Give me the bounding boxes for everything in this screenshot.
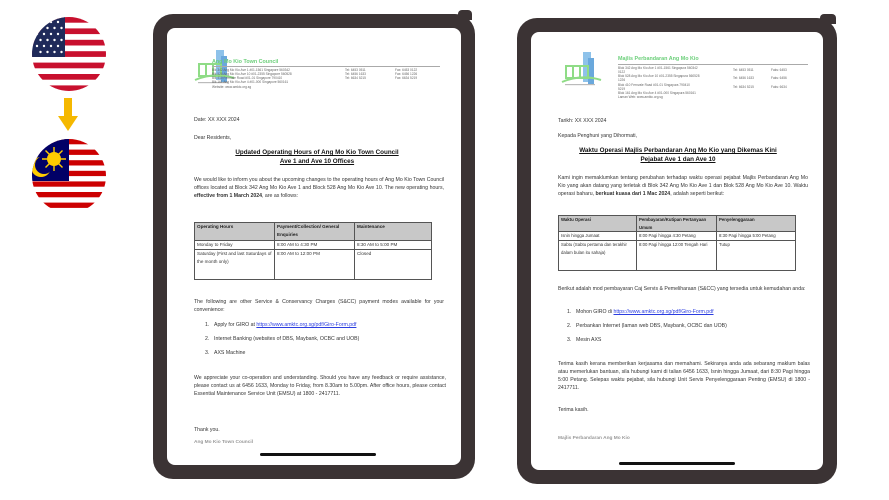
payment-modes-list <box>567 308 727 350</box>
home-indicator[interactable] <box>619 462 735 465</box>
table-row: Monday to Friday 8:00 AM to 4:30 PM 8:30 AM to 5:00 PM <box>195 240 432 249</box>
table-header-row: Waktu Operasi Pembayaran/Kutipan Pertanyaan Umum Penyelenggaraan <box>559 216 796 232</box>
list-item: 1. Apply for GIRO at https://www.amktc.org.sg/pdf/Giro-Form.pdf <box>205 322 357 328</box>
table-row: Isnin hingga Jumaat 8:00 Pagi hingga 4:30 Petang 8:30 Pagi hingga 5:00 Petang <box>559 232 796 241</box>
table-row: Sabtu (Sabtu pertama dan terakhir dalam bulan itu sahaja) 8:00 Pagi hingga 12:00 Tengah Hari Tutup <box>559 241 796 271</box>
letterhead-divider <box>618 64 808 65</box>
document-screen-malay <box>531 32 823 470</box>
tel-block: Tel: 6453 0511 Tel: 6456 1633 Tel: 6634 5215 <box>733 68 754 89</box>
payment-modes-intro: Berikut adalah mod pembayaran Caj Servis & Pemeliharaan (S&CC) yang tersedia untuk kemudahan anda: <box>558 286 806 292</box>
letterhead-divider <box>212 66 440 67</box>
intro-paragraph: We would like to inform you about the upcoming changes to the operating hours of Ang Mo Kio Town Council offices located at Block 342 Ang Mo Kio Ave 1 and Block 528 Ang Mo Kio Ave 10. The new operating hours, effective from 1 March 2024, are as follows: <box>194 177 444 200</box>
closing-paragraph: We appreciate your co-operation and understanding. Should you have any feedback or require assistance, please contact us at 6456 1633, Monday to Friday, from 8.30am to 5.00pm. After office hours, please contact Essential Maintenance Service Unit (EMSU) at 1800 - 2417711. <box>194 375 446 398</box>
power-button <box>820 14 836 24</box>
document-screen-english <box>167 28 461 465</box>
operating-hours-table <box>194 222 432 280</box>
list-item: 3. Mesin AXS <box>567 337 602 344</box>
letter-date: Date: XX XXX 2024 <box>194 117 240 123</box>
letter-title: Updated Operating Hours of Ang Mo Kio Town Council Ave 1 and Ave 10 Offices <box>235 149 399 166</box>
home-indicator[interactable] <box>260 453 376 456</box>
payment-modes-list <box>205 321 359 363</box>
tablet-english <box>153 14 475 479</box>
letter-date: Tarikh: XX XXX 2024 <box>558 118 607 124</box>
fax-block: Faks: 6453 Faks: 6456 Faks: 6634 <box>771 68 787 89</box>
org-name: Majlis Perbandaran Ang Mo Kio <box>618 56 699 62</box>
org-name: Ang Mo Kio Town Council <box>212 59 279 65</box>
signature: Majlis Perbandaran Ang Mo Kio <box>558 436 630 441</box>
signature: Ang Mo Kio Town Council <box>194 440 254 445</box>
salutation: Dear Residents, <box>194 135 232 141</box>
tablet-malay <box>517 18 837 484</box>
address-block: Blk 342 Ang Mo Kio Ave 1 #01-1561 Singapore 560342 Blk 528 Ang Mo Kio Ave 10 #01-2355 Singapore 560528 Blk 410 Fernvale Road #01-01 Singapore 790410 Blk 161 Ang Mo Kio Ave 4 #01-000 Singapore 560161 Website: www.amktc.org.sg <box>212 68 292 89</box>
salutation: Kepada Penghuni yang Dihormati, <box>558 133 638 139</box>
list-item: 3. AXS Machine <box>205 350 246 357</box>
letter-title: Waktu Operasi Majlis Perbandaran Ang Mo Kio yang Dikemas Kini Pejabat Ave 1 dan Ave 10 <box>579 147 777 164</box>
operating-hours-table <box>558 215 796 271</box>
thanks: Terima kasih. <box>558 407 589 413</box>
giro-form-link[interactable]: https://www.amktc.org.sg/pdf/Giro-Form.pdf <box>613 309 714 315</box>
volume-down-button <box>833 68 837 84</box>
list-item: 2. Perbankan Internet (laman web DBS, Maybank, OCBC dan UOB) <box>567 323 727 330</box>
payment-modes-intro: The following are other Service & Conservancy Charges (S&CC) payment modes available for your convenience: <box>194 299 444 314</box>
fax-block: Fax: 6453 0122 Fax: 6456 1226 Fax: 6634 5219 <box>395 68 418 81</box>
volume-up-button <box>471 46 475 62</box>
letter-english <box>167 28 461 465</box>
table-header-row: Operating Hours Payment/Collection/ General Enquiries Maintenance <box>195 223 432 241</box>
power-button <box>458 10 472 20</box>
intro-paragraph: Kami ingin memaklumkan tentang perubahan terhadap waktu operasi pejabat Majlis Perbandaran Ang Mo Kio yang akan datang yang terletak di Blok 342 Ang Mo Kio Ave 1 dan Blok 528 Ang Mo Kio Ave 10. Waktu operasi baharu, berkuat kuasa dari 1 Mac 2024, adalah seperti berikut: <box>558 175 808 198</box>
united-states-flag-icon <box>32 17 106 91</box>
closing-paragraph: Terima kasih kerana memberikan kerjasama dan memahami. Sekiranya anda ada sebarang maklum balas atau memerlukan bantuan, sila hubungi kami di talian 6456 1633, Isnin hingga Jumaat, dari 8:30 Pagi hingga 5:00 Petang. Selepas waktu pejabat, sila hubungi Unit Servis Penyelenggaraan Penting (EMSU) di 1800 - 2417711. <box>558 361 810 392</box>
malaysia-flag-icon <box>32 139 106 213</box>
list-item: 1. Mohon GIRO di https://www.amktc.org.sg/pdf/Giro-Form.pdf <box>567 309 714 315</box>
volume-down-button <box>471 66 475 82</box>
amktc-logo-icon <box>561 52 603 88</box>
address-block: Blok 342 Ang Mo Kio Ave 1 #01-1561 Singapura 560342 0122 Blok 528 Ang Mo Kio Ave 10 #01-2355 Singapura 560528 1226 Blok 410 Fernvale Road #01-01 Singapura 790410 5219 Blok 161 Ang Mo Kio Ave 4 #01-000 Singapura 560161 Laman Web: www.amktc.org.sg <box>618 66 700 100</box>
giro-form-link[interactable]: https://www.amktc.org.sg/pdf/Giro-Form.pdf <box>256 322 357 328</box>
table-row: Saturday (First and last Saturdays of the month only) 8:00 AM to 12:00 PM Closed <box>195 249 432 279</box>
thanks: Thank you. <box>194 427 220 433</box>
tel-block: Tel: 6453 0511 Tel: 6456 1633 Tel: 6634 5215 <box>345 68 366 81</box>
letter-malay <box>531 32 823 470</box>
list-item: 2. Internet Banking (websites of DBS, Maybank, OCBC and UOB) <box>205 336 360 343</box>
volume-up-button <box>833 48 837 64</box>
arrow-down-icon <box>58 98 78 132</box>
